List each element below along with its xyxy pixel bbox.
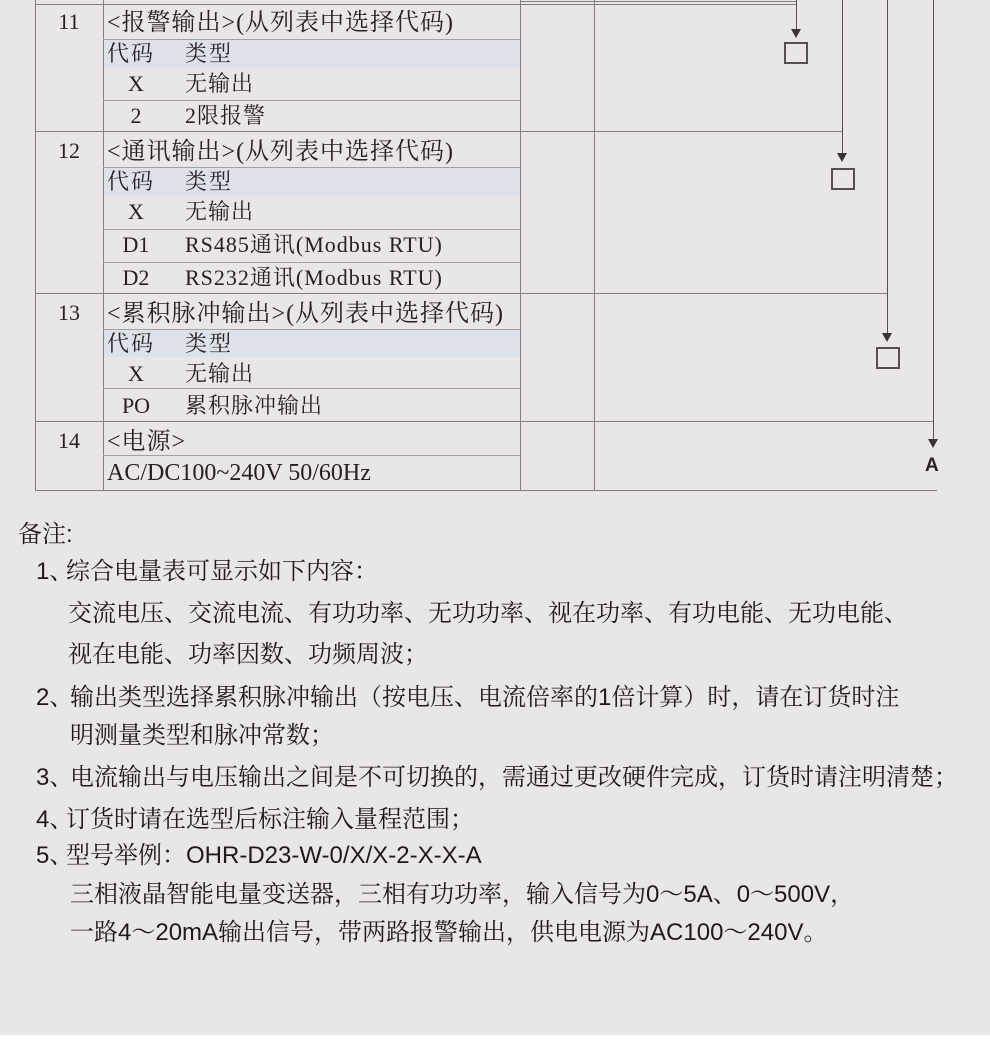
note-item-text: 输出类型选择累积脉冲输出（按电压、电流倍率的1倍计算）时，请在订货时注: [70, 684, 900, 711]
code-cell: D2: [122, 265, 150, 290]
selection-code-box-alarm: [784, 42, 808, 64]
selection-code-box-pulse: [876, 347, 900, 369]
row-divider-section12-top: [35, 131, 842, 132]
notes-heading: 备注:: [18, 521, 73, 548]
note-item-text: 订货时请在选型后标注输入量程范围；: [66, 806, 474, 833]
type-cell: 累积脉冲输出: [185, 393, 324, 418]
subrow-line: [103, 388, 520, 389]
note-item-text: 型号举例：OHR-D23-W-0/X/X-2-X-X-A: [66, 842, 482, 869]
section-number: 12: [58, 138, 80, 163]
note-item-number: 1、: [36, 558, 74, 585]
note-item-text: 交流电压、交流电流、有功功率、无功功率、视在功率、有功电能、无功电能、: [68, 600, 908, 627]
type-cell: 无输出: [185, 71, 255, 96]
code-type-header-band: [104, 330, 520, 357]
subrow-line: [103, 262, 520, 263]
column-header-type: 类型: [185, 331, 234, 356]
column-header-code: 代码: [107, 41, 156, 66]
table-border-bottom: [35, 490, 937, 491]
code-cell: X: [128, 199, 144, 224]
row-divider-section13-top: [35, 293, 887, 294]
note-item-text: 一路4～20mA输出信号，带两路报警输出，供电电源为AC100～240V。: [70, 919, 828, 946]
table-border-left: [35, 0, 36, 490]
type-cell: RS485通讯(Modbus RTU): [185, 232, 443, 257]
section-number: 11: [58, 9, 80, 34]
note-item-text: 电流输出与电压输出之间是不可切换的，需通过更改硬件完成，订货时请注明清楚；: [70, 764, 958, 791]
note-item-number: 5、: [36, 842, 74, 869]
code-cell: X: [128, 361, 144, 386]
code-cell: X: [128, 71, 144, 96]
section-title-power-supply: <电源>: [107, 429, 187, 455]
table-divider-content-col: [520, 0, 521, 490]
leader-line-pulse: [887, 0, 888, 340]
table-border-right: [594, 0, 595, 490]
arrow-down-icon: [882, 333, 892, 342]
power-spec-cell: AC/DC100~240V 50/60Hz: [107, 460, 371, 486]
row-divider-section14-top: [35, 421, 933, 422]
code-cell: 2: [130, 103, 142, 128]
arrow-down-icon: [791, 29, 801, 38]
code-cell: PO: [121, 393, 151, 418]
note-item-number: 2、: [36, 684, 74, 711]
leader-line-power: [933, 0, 934, 440]
section-number: 13: [58, 300, 80, 325]
column-header-type: 类型: [185, 41, 234, 66]
section-number: 14: [58, 428, 80, 453]
type-cell: RS232通讯(Modbus RTU): [185, 265, 443, 290]
note-item-number: 4、: [36, 806, 74, 833]
section-title-comm-output: <通讯输出>(从列表中选择代码): [107, 139, 455, 165]
section-title-pulse-output: <累积脉冲输出>(从列表中选择代码): [107, 301, 505, 327]
subrow-line: [103, 229, 520, 230]
note-item-number: 3、: [36, 764, 74, 791]
column-header-code: 代码: [107, 331, 156, 356]
section-title-alarm-output: <报警输出>(从列表中选择代码): [107, 10, 455, 36]
arrow-down-icon: [837, 153, 847, 162]
selection-code-box-comm: [831, 168, 855, 190]
type-cell: 无输出: [185, 361, 255, 386]
note-item-text: 明测量类型和脉冲常数；: [70, 722, 334, 749]
page-bottom-margin: [0, 1035, 990, 1046]
column-header-code: 代码: [107, 169, 156, 194]
subrow-line: [103, 100, 520, 101]
row-divider-section11-top: [35, 4, 796, 5]
note-item-text: 视在电能、功率因数、功频周波；: [68, 641, 428, 668]
type-cell: 无输出: [185, 199, 255, 224]
note-item-text: 三相液晶智能电量变送器，三相有功功率，输入信号为0～5A、0～500V，: [70, 881, 855, 908]
model-suffix-label: A: [925, 455, 939, 476]
code-type-header-band: [104, 40, 520, 67]
type-cell: 2限报警: [185, 103, 267, 128]
arrow-down-icon: [928, 439, 938, 448]
row-divider-top-sliver: [520, 1, 796, 2]
note-item-text: 综合电量表可显示如下内容：: [66, 558, 378, 585]
leader-line-comm: [842, 0, 843, 160]
code-cell: D1: [122, 232, 150, 257]
code-type-header-band: [104, 168, 520, 195]
column-header-type: 类型: [185, 169, 234, 194]
